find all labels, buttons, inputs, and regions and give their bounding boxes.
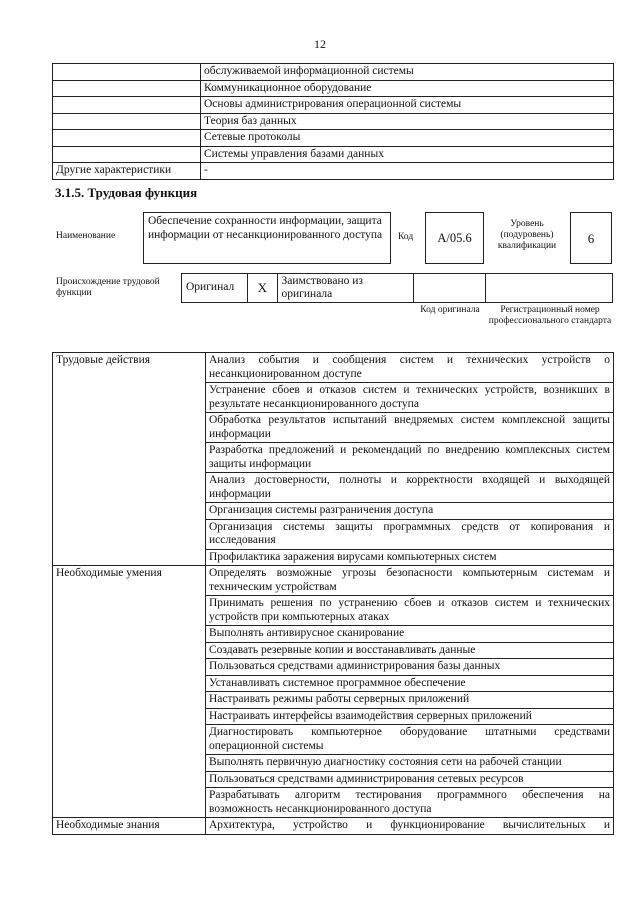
required-skills-label: Необходимые умения [53,566,206,818]
other-characteristics-value: - [201,163,614,180]
top-table [52,63,614,180]
origin-label: Происхождение трудовой функции [56,277,160,298]
top-item: Системы управления базами данных [201,146,614,163]
section-title: 3.1.5. Трудовая функция [55,185,198,200]
work-action-item: Организация системы защиты программных средств от копирования и исследования [206,519,614,549]
knowledge-item: Архитектура, устройство и функционирование вычислительных и [206,818,614,835]
skill-item: Выполнять антивирусное сканирование [206,626,614,643]
work-action-item: Обработка результатов испытаний внедряемых систем комплексной защиты информации [206,413,614,443]
main-table [52,352,614,835]
borrowed-label: Заимствовано из оригинала [277,274,413,303]
function-code: A/05.6 [425,212,484,264]
top-item: Коммуникационное оборудование [201,80,614,97]
registration-number-caption: Регистрационный номер профессионального стандарта [488,305,612,326]
work-action-item: Устранение сбоев и отказов систем и технических устройств, возникших в результате несанкционированного доступа [206,383,614,413]
skill-item: Определять возможные угрозы безопасности компьютерным системам и техническим устройствам [206,566,614,596]
top-item: Теория баз данных [201,113,614,130]
skill-item: Создавать резервные копии и восстанавливать данные [206,642,614,659]
skill-item: Устанавливать системное программное обеспечение [206,675,614,692]
required-knowledge-label: Необходимые знания [53,818,206,835]
skill-item: Принимать решения по устранению сбоев и отказов систем и технических устройств при компьютерных атаках [206,596,614,626]
work-action-item: Разработка предложений и рекомендаций по внедрению комплексных систем защиты информации [206,443,614,473]
work-action-item: Анализ события и сообщения систем и технических устройств о несанкционированном доступе [206,353,614,383]
work-actions-label: Трудовые действия [53,353,206,566]
skill-item: Настраивать режимы работы серверных приложений [206,692,614,709]
name-label: Наименование [56,231,116,241]
top-item: обслуживаемой информационной системы [201,64,614,81]
code-label: Код [398,232,414,242]
page-number: 12 [314,37,326,51]
work-action-item: Организация системы разграничения доступа [206,503,614,520]
original-label: Оригинал [182,274,248,303]
top-item: Основы администрирования операционной системы [201,97,614,114]
skill-item: Разрабатывать алгоритм тестирования программного обеспечения на возможность несанкционированного доступа [206,788,614,818]
other-characteristics-label: Другие характеристики [53,163,201,180]
skill-item: Диагностировать компьютерное оборудование штатными средствами операционной системы [206,725,614,755]
original-code-caption: Код оригинала [420,305,480,315]
top-item: Сетевые протоколы [201,130,614,147]
skill-item: Пользоваться средствами администрирования сетевых ресурсов [206,771,614,788]
level-label: Уровень (подуровень) квалификации [497,219,557,251]
original-mark: X [248,274,277,303]
function-name: Обеспечение сохранности информации, защита информации от несанкционированного доступа [143,212,391,264]
work-action-item: Профилактика заражения вирусами компьютерных систем [206,549,614,566]
qualification-level: 6 [570,212,612,264]
work-action-item: Анализ достоверности, полноты и корректности входящей и выходящей информации [206,473,614,503]
skill-item: Настраивать интерфейсы взаимодействия серверных приложений [206,708,614,725]
origin-table [181,273,613,303]
skill-item: Пользоваться средствами администрирования базы данных [206,659,614,676]
skill-item: Выполнять первичную диагностику состояния сети на рабочей станции [206,755,614,772]
